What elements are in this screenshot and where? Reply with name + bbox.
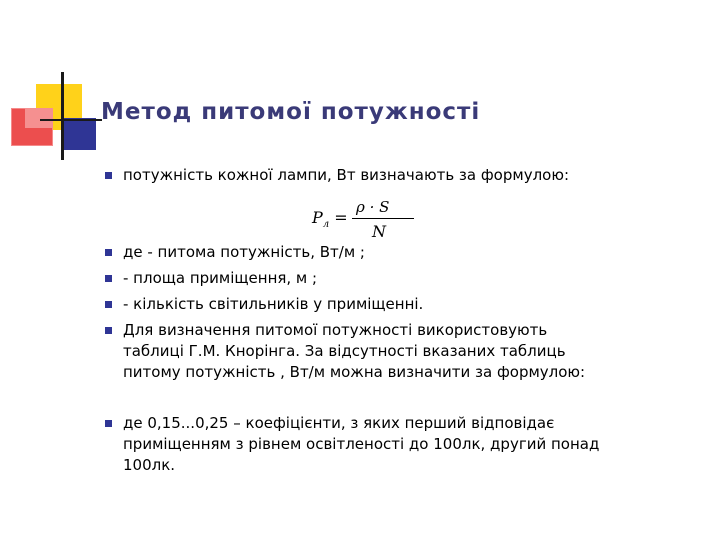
bullet-text-continuation: питому потужність , Вт/м можна визначити за формулою: (123, 363, 586, 381)
bullet-marker-icon (105, 414, 117, 427)
bullet-text: потужність кожної лампи, Вт визначають за формулою: (123, 166, 570, 184)
bullet-marker-icon (105, 295, 117, 308)
formula-denominator: N (372, 222, 386, 241)
bullet-text-continuation: приміщенням з рівнем освітленості до 100лк, другий понад (123, 435, 600, 453)
formula-numerator: ρ · S (356, 198, 390, 216)
formula-fraction-bar (352, 218, 414, 219)
bullet-text: - площа приміщення, м ; (123, 269, 318, 287)
bullet-marker-icon (105, 166, 117, 179)
bullet-text: де - питома потужність, Вт/м ; (123, 243, 365, 261)
slide-title: Метод питомої потужності (101, 99, 481, 125)
formula-lhs-symbol: P (312, 208, 323, 227)
bullet-text: де 0,15...0,25 – коефіцієнти, з яких перший відповідає (123, 414, 555, 432)
formula-equals: = (334, 208, 348, 227)
formula-lhs (312, 208, 348, 230)
bullet-text: - кількість світильників у приміщенні. (123, 295, 424, 313)
bullet-text: Для визначення питомої потужності використовують (123, 321, 548, 339)
bullet-text-continuation: 100лк. (123, 456, 176, 474)
bullet-marker-icon (105, 321, 117, 334)
bullet-marker-icon (105, 243, 117, 256)
bullet-marker-icon (105, 269, 117, 282)
bullet-text-continuation: таблиці Г.М. Кнорінга. За відсутності вказаних таблиць (123, 342, 566, 360)
formula-lhs-subscript: л (322, 219, 330, 231)
